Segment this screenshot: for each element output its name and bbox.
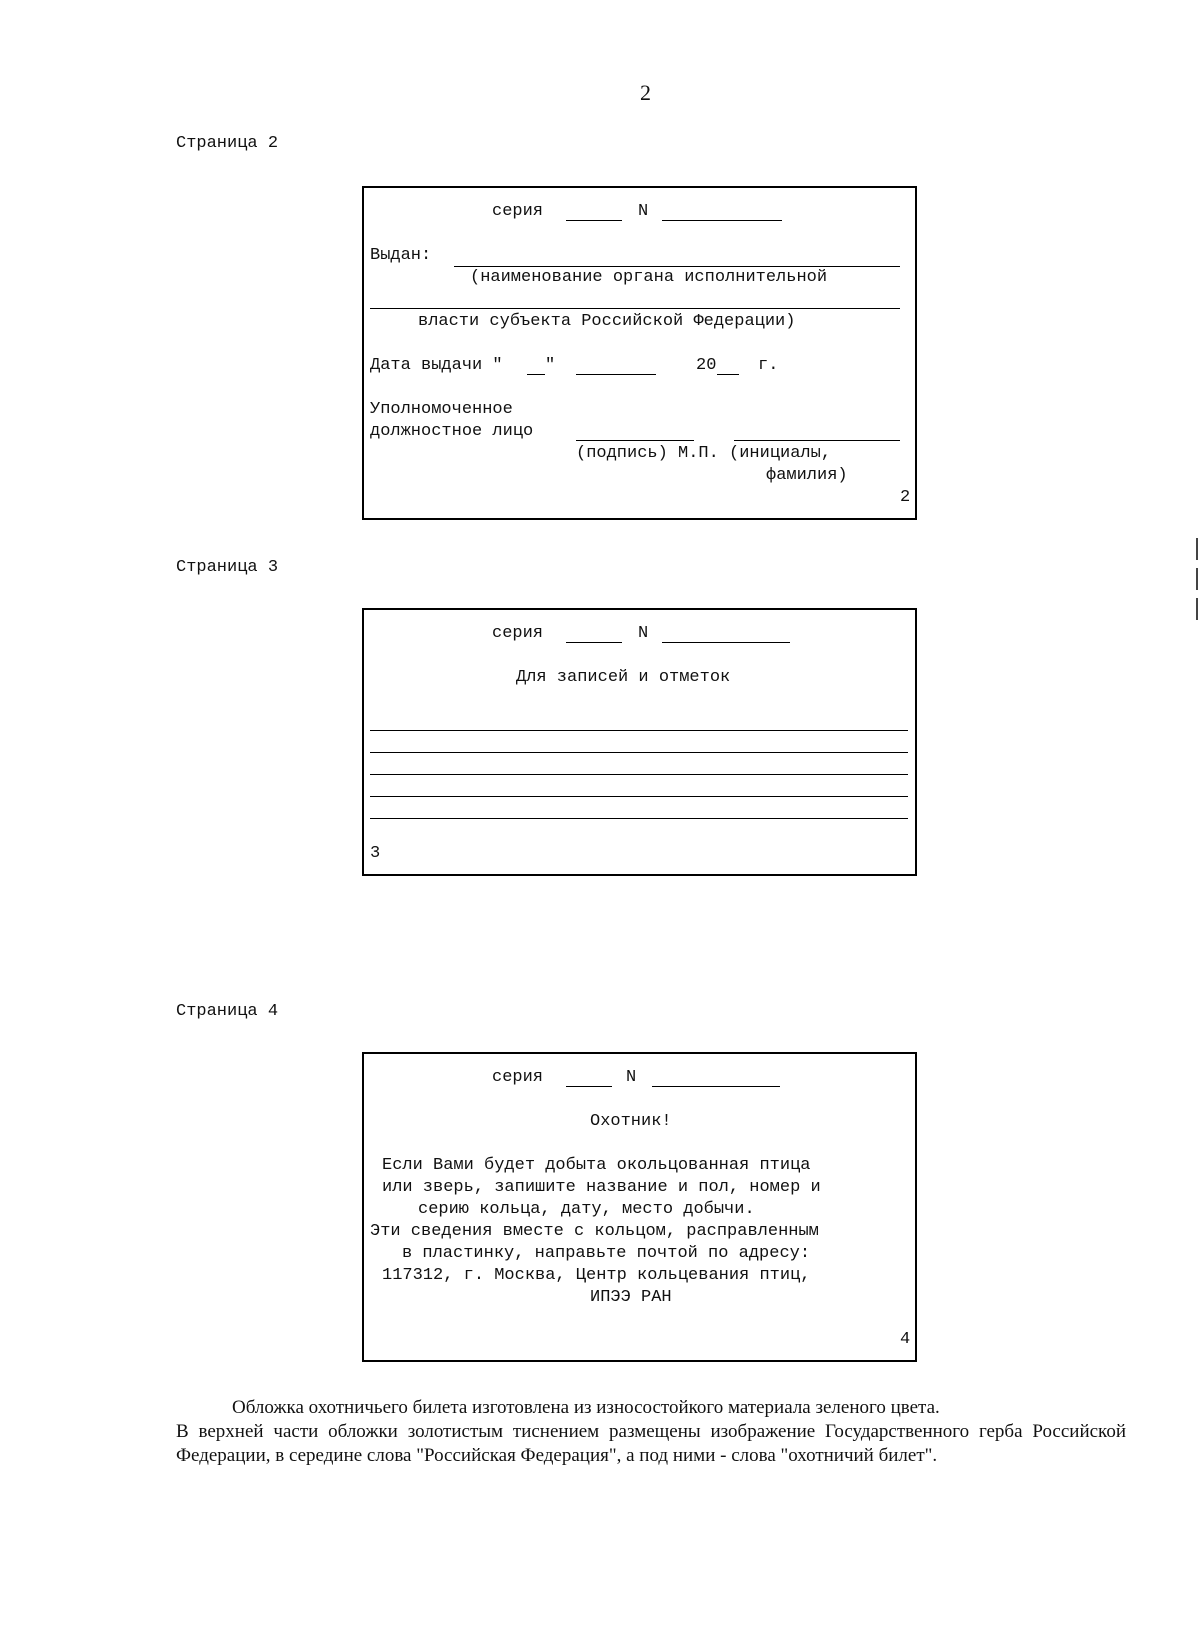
cover-description-line-2: В верхней части обложки золотистым тиснением размещены изображение Государственного герба Российской Федерации, в середине слова "Российская Федерация", а под ними - слова "охотничий билет". — [176, 1421, 1126, 1466]
year-field — [717, 374, 739, 375]
notice-address: 117312, г. Москва, Центр кольцевания птиц, — [382, 1266, 811, 1285]
official-label-1: Уполномоченное — [370, 400, 513, 419]
date-day-field — [527, 374, 545, 375]
notice-line: в пластинку, направьте почтой по адресу: — [402, 1244, 811, 1263]
issued-field-2 — [370, 308, 900, 309]
number-label: N — [638, 202, 649, 221]
corner-page-number: 4 — [900, 1330, 911, 1349]
series-label: серия — [492, 202, 544, 221]
page-4-notice-box — [362, 1052, 917, 1362]
page-number: 2 — [640, 80, 651, 105]
issued-field — [454, 266, 900, 267]
series-label: серия — [492, 624, 544, 643]
notes-line — [370, 752, 908, 753]
section-4-heading: Страница 4 — [176, 1002, 279, 1021]
hunter-title: Охотник! — [590, 1112, 672, 1131]
section-2-heading: Страница 2 — [176, 134, 279, 153]
page-2-form-box — [362, 186, 917, 520]
official-label-2: должностное лицо — [370, 422, 534, 441]
notes-line — [370, 730, 908, 731]
year-prefix: 20 — [696, 356, 717, 375]
notes-line — [370, 818, 908, 819]
date-month-field — [576, 374, 656, 375]
date-quote-close: " — [545, 356, 556, 375]
year-suffix: г. — [758, 356, 779, 375]
series-field — [566, 1086, 612, 1087]
scan-edge-mark — [1196, 598, 1198, 620]
corner-page-number: 2 — [900, 488, 911, 507]
number-label: N — [626, 1068, 637, 1087]
notice-organization: ИПЭЭ РАН — [590, 1288, 672, 1307]
page-3-notes-box — [362, 608, 917, 876]
section-3-heading: Страница 3 — [176, 558, 279, 577]
notice-line: или зверь, запишите название и пол, номер и — [382, 1178, 821, 1197]
notes-line — [370, 774, 908, 775]
series-label: серия — [492, 1068, 544, 1087]
number-field — [652, 1086, 780, 1087]
scan-edge-mark — [1196, 538, 1198, 560]
number-label: N — [638, 624, 649, 643]
notes-title: Для записей и отметок — [516, 668, 731, 687]
date-label: Дата выдачи " — [370, 356, 503, 375]
signature-field — [576, 440, 694, 441]
issued-label: Выдан: — [370, 246, 432, 265]
issued-caption-1: (наименование органа исполнительной — [470, 268, 828, 287]
number-field — [662, 642, 790, 643]
cover-description-line-1: Обложка охотничьего билета изготовлена из износостойкого материала зеленого цвета. — [232, 1397, 940, 1418]
notice-line: Эти сведения вместе с кольцом, расправленным — [370, 1222, 819, 1241]
signature-caption-2: фамилия) — [766, 466, 848, 485]
signature-caption: (подпись) М.П. (инициалы, — [576, 444, 832, 463]
notice-line: серию кольца, дату, место добычи. — [418, 1200, 755, 1219]
issued-caption-2: власти субъекта Российской Федерации) — [418, 312, 796, 331]
notice-line: Если Вами будет добыта окольцованная птица — [382, 1156, 811, 1175]
number-field — [662, 220, 782, 221]
scan-edge-mark — [1196, 568, 1198, 590]
series-field — [566, 220, 622, 221]
name-field — [734, 440, 900, 441]
corner-page-number: 3 — [370, 844, 381, 863]
cover-description-paragraph — [176, 1396, 1126, 1468]
notes-line — [370, 796, 908, 797]
series-field — [566, 642, 622, 643]
